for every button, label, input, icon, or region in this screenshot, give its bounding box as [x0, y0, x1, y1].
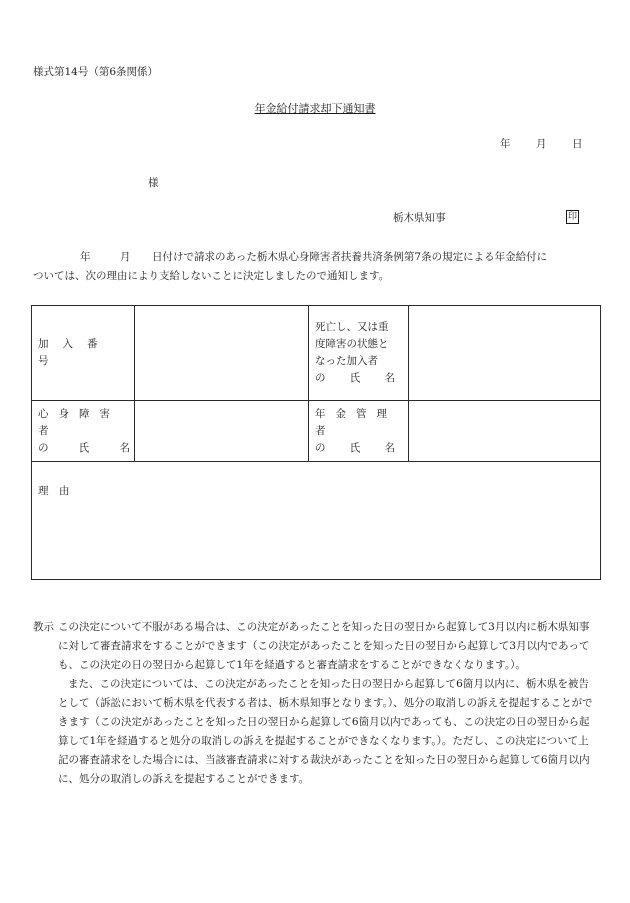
deceased-member-name-field[interactable] — [409, 306, 601, 401]
details-table — [31, 305, 601, 580]
table-row — [32, 306, 601, 401]
pension-manager-name-field[interactable] — [409, 401, 601, 462]
body-line-2: ついては、次の理由により支給しないことに決定しましたので通知します。 — [33, 270, 390, 282]
disabled-person-name-field[interactable] — [135, 401, 309, 462]
date-year-label: 年 — [500, 138, 511, 150]
addressee-suffix: 様 — [148, 177, 159, 189]
deceased-member-label: 死亡し、又は重 度障害の状態と なった加入者 の 氏 名 — [309, 306, 409, 401]
body-month: 月 — [120, 251, 131, 263]
appeal-notice — [33, 618, 596, 789]
body-year: 年 — [80, 251, 91, 263]
body-line-1-text: 日付けで請求のあった栃木県心身障害者扶養共済条例第7条の規定による年金給付に — [152, 251, 548, 263]
document-title: 年金給付請求却下通知書 — [254, 102, 376, 115]
seal-mark: 印 — [567, 212, 577, 222]
body-line-1 — [33, 248, 595, 267]
notice-body — [33, 248, 595, 286]
table-row — [32, 462, 601, 580]
member-number-field[interactable] — [135, 306, 309, 401]
reason-field[interactable] — [32, 462, 601, 580]
notice-label: 教示 — [33, 621, 54, 633]
issuer-name: 栃木県知事 — [393, 212, 446, 224]
form-number: 様式第14号（第6条関係） — [33, 66, 159, 78]
date-day-label: 日 — [572, 138, 583, 150]
date-line — [500, 137, 583, 153]
notice-paragraph-2: また、この決定については、この決定があったことを知った日の翌日から起算して6箇月以内に、栃木県を被告として（訴訟において栃木県を代表する者は、栃木県知事となります。）、処分の取消しの訴えを提起することができます（この決定があったことを知った日の翌日から起算して6箇月以内であっても、この決定の日の翌日から起算して1年を経過すると処分の取消しの訴えを提起することができなくなります。）。ただし、この決定について上記の審査請求をした場合には、当該審査請求に対する裁決があったことを知った日の翌日から起算して6箇月以内に、処分の取消しの訴えを提起することができます。 — [58, 678, 593, 785]
notice-paragraph-1-text: この決定について不服がある場合は、この決定があったことを知った日の翌日から起算して3月以内に栃木県知事に対して審査請求をすることができます（この決定があったことを知った日の翌日から起算して3月以内であっても、この決定の日の翌日から起算して1年を経過すると審査請求をすることができなくなります。）。 — [58, 621, 590, 671]
member-number-label: 加入番号 — [32, 306, 135, 401]
reason-label: 理 由 — [38, 485, 70, 497]
pension-manager-label: 年金管理者 の 氏 名 — [309, 401, 409, 462]
table-row — [32, 401, 601, 462]
disabled-person-label: 心身障害者 の 氏 名 — [32, 401, 135, 462]
notice-paragraph-1 — [33, 618, 596, 675]
date-month-label: 月 — [536, 138, 547, 150]
